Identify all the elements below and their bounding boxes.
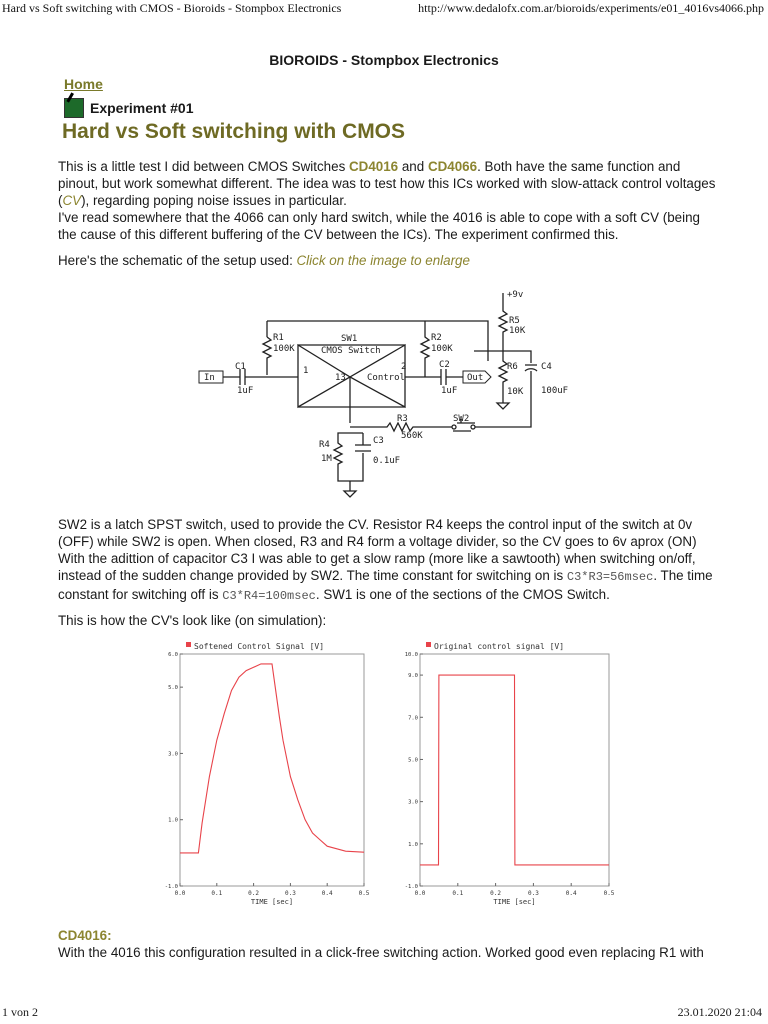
schematic-intro [58, 252, 718, 269]
x-tick-label: 0.5 [358, 890, 370, 897]
legend-swatch [426, 642, 431, 647]
schem-sw2: SW2 [453, 414, 470, 424]
enlarge-image-link[interactable]: Click on the image to enlarge [296, 253, 470, 268]
schem-r4v: 1M [321, 454, 332, 464]
intro-text-5: I've read somewhere that the 4066 can only hard switch, while the 4016 is able to cope with a soft CV (being the cause of this different buffering of the CV between the ICs). The experiment confirmed this. [58, 210, 700, 242]
footer-page: 1 von 2 [2, 1005, 38, 1019]
schem-r6v: 10K [507, 387, 524, 397]
x-tick-label: 0.0 [414, 890, 426, 897]
x-tick-label: 0.2 [248, 890, 260, 897]
schem-r5: R5 [509, 316, 520, 326]
schem-c2: C2 [439, 360, 450, 370]
legend-label: Original control signal [V] [434, 642, 565, 651]
y-tick-label: -1.0 [164, 884, 178, 890]
y-tick-label: 3.0 [408, 799, 418, 806]
schem-out: Out [467, 373, 484, 383]
schem-r5v: 10K [509, 326, 526, 336]
chart-original-signal [400, 640, 615, 920]
x-tick-label: 0.3 [284, 890, 296, 897]
plot-area [180, 654, 364, 886]
experiment-icon [64, 98, 84, 118]
desc-text-2: . The time constant for switching off is [58, 568, 713, 602]
home-link[interactable]: Home [64, 76, 103, 92]
legend-swatch [186, 642, 191, 647]
schem-sw1: SW1 [341, 334, 358, 344]
code-off-constant: C3*R4=100msec [222, 589, 316, 603]
schem-supply: +9v [507, 290, 524, 300]
schem-r3: R3 [397, 414, 408, 424]
schem-c4v: 100uF [541, 386, 569, 396]
x-tick-label: 0.1 [452, 890, 464, 897]
legend-label: Softened Control Signal [V] [194, 642, 325, 651]
intro-paragraph [58, 158, 718, 243]
x-tick-label: 0.4 [565, 890, 577, 897]
desc-text-1: SW2 is a latch SPST switch, used to provide the CV. Resistor R4 keeps the control input of the switch at 0v (OFF) while SW2 is open. When closed, R3 and R4 form a voltage divider, so the CV goes to 6v aprox (ON) With the adittion of capacitor C3 I was able to get a slow ramp (more like a sawtooth) when switching on/off, instead of the sudden change provided by SW2. The time constant for switching on is [58, 517, 697, 583]
y-tick-label: 10.0 [404, 652, 418, 658]
x-axis-label: TIME [sec] [250, 898, 294, 906]
cv-link[interactable]: CV [62, 193, 82, 208]
x-tick-label: 0.4 [321, 890, 333, 897]
header-url[interactable]: http://www.dedalofx.com.ar/bioroids/experiments/e01_4016vs4066.php [418, 1, 764, 15]
y-tick-label: 7.0 [408, 715, 418, 722]
schem-in: In [204, 373, 215, 383]
x-tick-label: 0.5 [603, 890, 615, 897]
y-tick-label: 1.0 [408, 841, 418, 848]
schem-r2: R2 [431, 333, 442, 343]
schematic-image[interactable] [195, 285, 575, 505]
intro-text-3: . Both have the same function and pinout, but work somewhat different. The idea was to test how this ICs worked with slow-attack control voltages ( [58, 159, 716, 208]
intro-text-1: This is a little test I did between CMOS Switches [58, 159, 349, 174]
desc-text-3: . SW1 is one of the sections of the CMOS Switch. [315, 587, 610, 602]
page-title: Hard vs Soft switching with CMOS [62, 120, 406, 143]
schem-c1v: 1uF [237, 386, 254, 396]
cd4066-link[interactable]: CD4066 [427, 159, 478, 174]
y-tick-label: 3.0 [168, 751, 178, 758]
schem-pin1: 1 [303, 366, 309, 376]
description-paragraph [58, 516, 718, 605]
schem-c2v: 1uF [441, 386, 458, 396]
simulation-intro: This is how the CV's look like (on simulation): [58, 613, 327, 628]
cd4016-heading: CD4016: [58, 928, 112, 943]
schem-r6: R6 [507, 362, 518, 372]
footer-datetime: 23.01.2020 21:04 [677, 1005, 762, 1019]
chart-softened-signal [160, 640, 370, 920]
schem-r1: R1 [273, 333, 284, 343]
x-tick-label: 0.0 [174, 890, 186, 897]
print-header [0, 0, 768, 20]
schem-sw1t: CMOS Switch [321, 346, 381, 356]
site-title: BIOROIDS - Stompbox Electronics [269, 52, 499, 68]
y-tick-label: 6.0 [168, 652, 178, 658]
schem-r4: R4 [319, 440, 330, 450]
header-title: Hard vs Soft switching with CMOS - Bioroids - Stompbox Electronics [2, 1, 342, 15]
schem-c3: C3 [373, 436, 384, 446]
code-on-constant: C3*R3=56msec [566, 570, 654, 584]
schem-r2v: 100K [431, 344, 453, 354]
schematic-intro-text: Here's the schematic of the setup used: [58, 253, 297, 268]
intro-text-2: and [398, 159, 428, 174]
schem-control: Control [367, 373, 405, 383]
y-tick-label: -1.0 [404, 884, 418, 890]
y-tick-label: 9.0 [408, 673, 418, 680]
x-axis-label: TIME [sec] [493, 898, 536, 906]
schem-pin13: 13 [335, 373, 346, 383]
print-footer [0, 1006, 768, 1024]
schem-r3v: 560K [401, 431, 423, 441]
y-tick-label: 5.0 [168, 685, 178, 692]
cd4016-text: With the 4016 this configuration resulted in a click-free switching action. Worked good even replacing R1 with [58, 945, 704, 960]
experiment-label [64, 98, 194, 118]
y-tick-label: 5.0 [408, 757, 418, 764]
cd4016-link[interactable]: CD4016 [349, 159, 399, 174]
intro-text-4: ), regarding poping noise issues in particular. [81, 193, 347, 208]
schem-c1: C1 [235, 362, 246, 372]
schem-pin2: 2 [401, 362, 407, 372]
x-tick-label: 0.1 [211, 890, 223, 897]
schem-c4: C4 [541, 362, 552, 372]
schem-c3v: 0.1uF [373, 456, 401, 466]
x-tick-label: 0.2 [490, 890, 502, 897]
x-tick-label: 0.3 [527, 890, 539, 897]
schem-r1v: 100K [273, 344, 295, 354]
y-tick-label: 1.0 [168, 817, 178, 824]
experiment-label-text: Experiment #01 [90, 100, 194, 116]
